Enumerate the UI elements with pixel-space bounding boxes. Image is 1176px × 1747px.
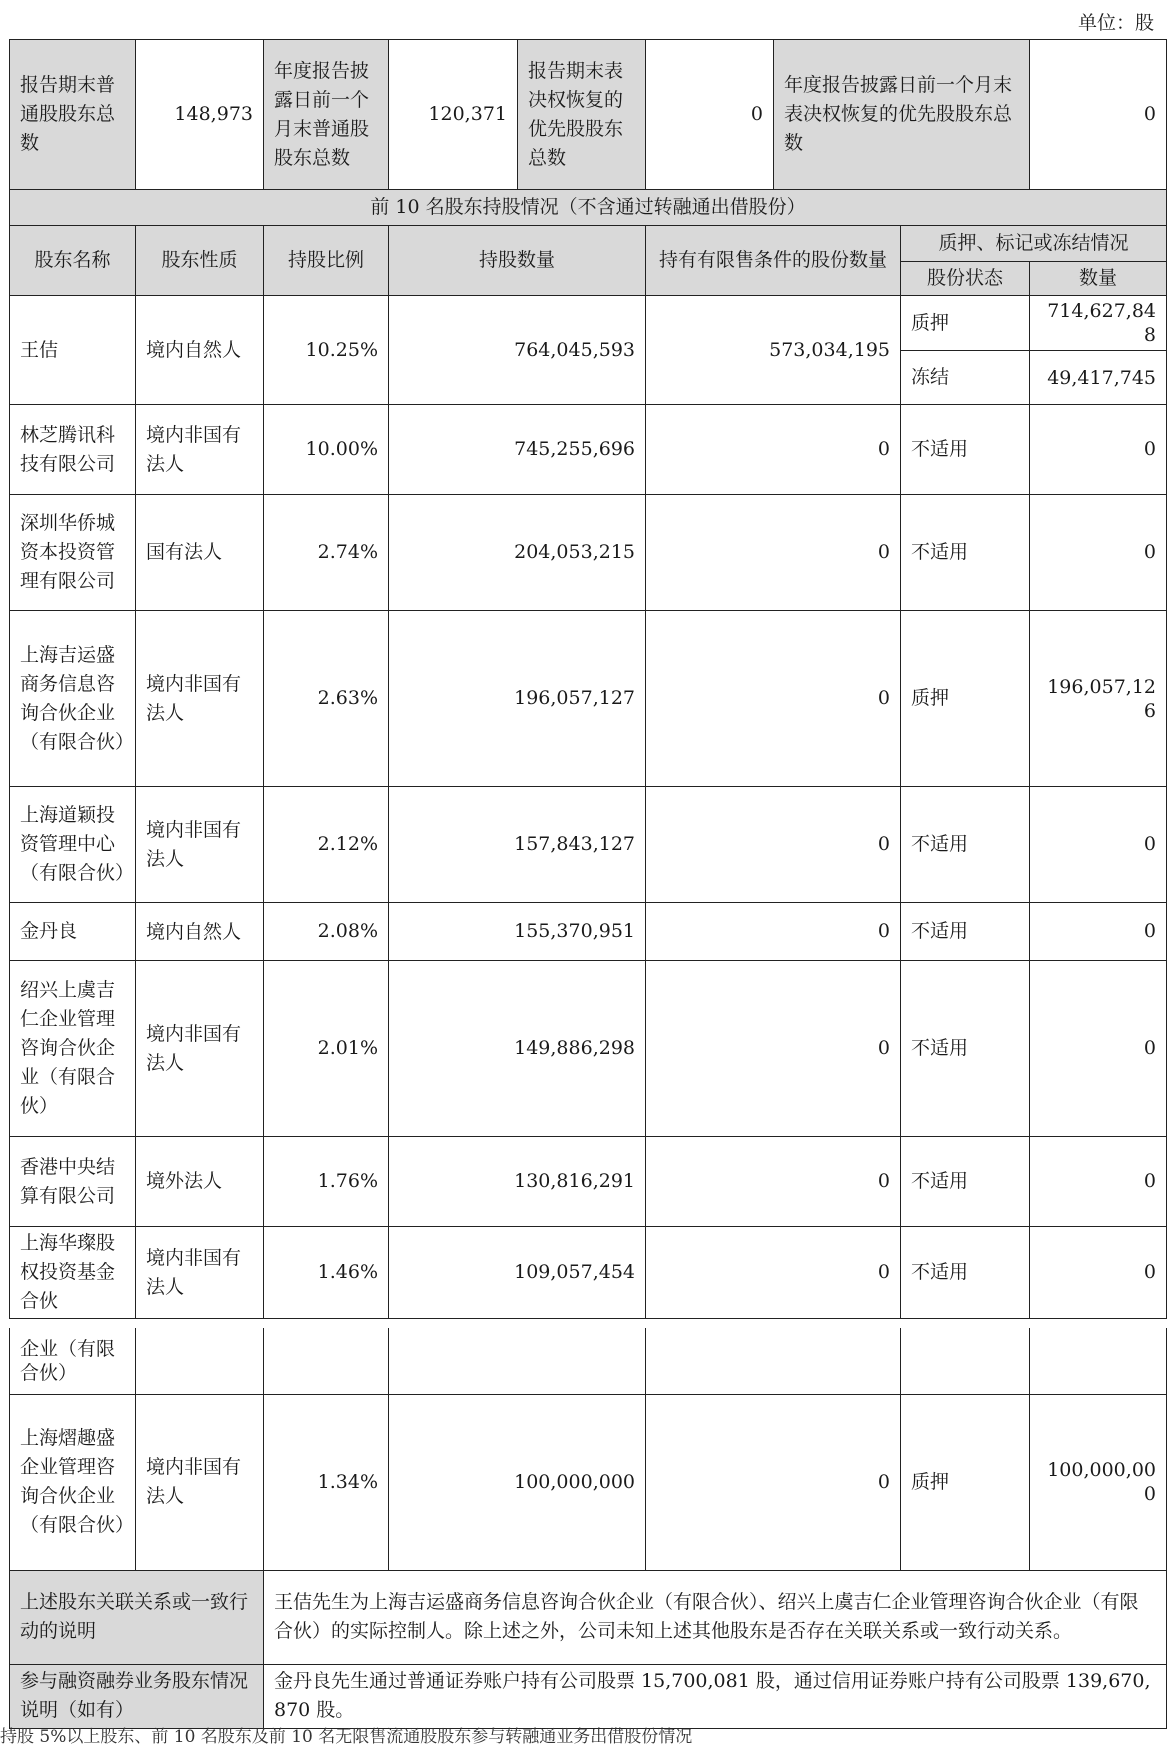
- shareholder-ratio: 10.25%: [264, 296, 389, 405]
- shareholder-status: 不适用: [901, 1227, 1030, 1319]
- header-pledge-group: 质押、标记或冻结情况: [901, 226, 1167, 262]
- shareholder-restricted: 0: [646, 787, 901, 903]
- shareholder-count: 155,370,951: [389, 903, 646, 961]
- shareholder-restricted: 0: [646, 405, 901, 495]
- shareholder-status: 不适用: [901, 495, 1030, 611]
- summary-label-4: 年度报告披露日前一个月末表决权恢复的优先股股东总数: [774, 40, 1030, 190]
- shareholder-qty: 49,417,745: [1030, 351, 1167, 405]
- shareholder-name: 上海道颖投资管理中心（有限合伙）: [10, 787, 136, 903]
- shareholder-name: 绍兴上虞吉仁企业管理咨询合伙企业（有限合伙）: [10, 961, 136, 1137]
- shareholder-count: 109,057,454: [389, 1227, 646, 1319]
- shareholder-nature: 境内非国有法人: [136, 1394, 264, 1570]
- shareholder-count: 157,843,127: [389, 787, 646, 903]
- shareholder-ratio: 10.00%: [264, 405, 389, 495]
- shareholder-restricted: 0: [646, 961, 901, 1137]
- header-qty: 数量: [1030, 262, 1167, 296]
- summary-label-3: 报告期末表决权恢复的优先股股东总数: [518, 40, 646, 190]
- table-row: [10, 787, 1167, 903]
- shareholder-nature: 国有法人: [136, 495, 264, 611]
- shareholder-restricted: 0: [646, 903, 901, 961]
- table-row-continued: [10, 1328, 1167, 1394]
- shareholder-ratio: 2.63%: [264, 611, 389, 787]
- shareholder-count: 149,886,298: [389, 961, 646, 1137]
- margin-label: 参与融资融券业务股东情况说明（如有）: [10, 1664, 264, 1728]
- shareholder-qty: 0: [1030, 495, 1167, 611]
- shareholder-ratio: 2.74%: [264, 495, 389, 611]
- shareholder-status: 不适用: [901, 961, 1030, 1137]
- shareholder-qty: 0: [1030, 405, 1167, 495]
- shareholder-ratio: 1.46%: [264, 1227, 389, 1319]
- shareholder-table-continued: [9, 1328, 1167, 1729]
- shareholder-name: 上海华璨股权投资基金合伙: [10, 1227, 136, 1319]
- shareholder-nature: 境内非国有法人: [136, 611, 264, 787]
- shareholder-qty: 196,057,126: [1030, 611, 1167, 787]
- shareholder-qty: 0: [1030, 903, 1167, 961]
- summary-label-2: 年度报告披露日前一个月末普通股股东总数: [264, 40, 389, 190]
- table-row: [10, 1227, 1167, 1319]
- table-row: [10, 1137, 1167, 1227]
- table-row: [10, 1394, 1167, 1570]
- shareholder-status: 冻结: [901, 351, 1030, 405]
- shareholder-count: 764,045,593: [389, 296, 646, 405]
- shareholder-nature: 境内非国有法人: [136, 405, 264, 495]
- header-nature: 股东性质: [136, 226, 264, 296]
- shareholder-nature: 境内非国有法人: [136, 961, 264, 1137]
- shareholder-count: 196,057,127: [389, 611, 646, 787]
- summary-label-1: 报告期末普通股股东总数: [10, 40, 136, 190]
- shareholder-count: 100,000,000: [389, 1394, 646, 1570]
- margin-text: 金丹良先生通过普通证券账户持有公司股票 15,700,081 股，通过信用证券账户持有公司股票 139,670,870 股。: [264, 1664, 1167, 1728]
- shareholder-ratio: 2.12%: [264, 787, 389, 903]
- shareholder-restricted: 0: [646, 611, 901, 787]
- summary-row: [10, 40, 1167, 190]
- summary-value-3: 0: [646, 40, 774, 190]
- shareholder-restricted: 0: [646, 1394, 901, 1570]
- empty-cell: [136, 1328, 264, 1394]
- shareholder-ratio: 2.01%: [264, 961, 389, 1137]
- relation-text: 王佶先生为上海吉运盛商务信息咨询合伙企业（有限合伙）、绍兴上虞吉仁企业管理咨询合伙企业（有限合伙）的实际控制人。除上述之外，公司未知上述其他股东是否存在关联关系或一致行动关系。: [264, 1570, 1167, 1664]
- shareholder-qty: 714,627,848: [1030, 296, 1167, 351]
- shareholder-nature: 境内自然人: [136, 903, 264, 961]
- shareholder-nature: 境外法人: [136, 1137, 264, 1227]
- shareholder-status: 不适用: [901, 405, 1030, 495]
- summary-value-1: 148,973: [136, 40, 264, 190]
- unit-label: 单位：股: [1077, 12, 1154, 34]
- relation-row: [10, 1570, 1167, 1664]
- shareholder-name: 香港中央结算有限公司: [10, 1137, 136, 1227]
- summary-value-4: 0: [1030, 40, 1167, 190]
- shareholder-count: 204,053,215: [389, 495, 646, 611]
- table-row: [10, 903, 1167, 961]
- header-ratio: 持股比例: [264, 226, 389, 296]
- table-row: [10, 961, 1167, 1137]
- shareholder-nature: 境内非国有法人: [136, 1227, 264, 1319]
- shareholder-qty: 0: [1030, 787, 1167, 903]
- table-row: [10, 296, 1167, 351]
- shareholder-count: 745,255,696: [389, 405, 646, 495]
- table-row: [10, 405, 1167, 495]
- empty-cell: [264, 1328, 389, 1394]
- shareholder-table: [9, 39, 1167, 1319]
- empty-cell: [389, 1328, 646, 1394]
- section-title: 前 10 名股东持股情况（不含通过转融通出借股份）: [10, 190, 1167, 226]
- shareholder-name: 金丹良: [10, 903, 136, 961]
- shareholder-count: 130,816,291: [389, 1137, 646, 1227]
- shareholder-restricted: 0: [646, 495, 901, 611]
- header-status: 股份状态: [901, 262, 1030, 296]
- shareholder-status: 不适用: [901, 1137, 1030, 1227]
- shareholder-status: 质押: [901, 1394, 1030, 1570]
- shareholder-restricted: 573,034,195: [646, 296, 901, 405]
- footer-heading: 持股 5%以上股东、前 10 名股东及前 10 名无限售流通股股东参与转融通业务出借股份情况: [0, 1727, 693, 1747]
- shareholder-restricted: 0: [646, 1137, 901, 1227]
- empty-cell: [901, 1328, 1030, 1394]
- shareholder-nature: 境内自然人: [136, 296, 264, 405]
- shareholder-nature: 境内非国有法人: [136, 787, 264, 903]
- shareholder-ratio: 1.34%: [264, 1394, 389, 1570]
- shareholder-qty: 0: [1030, 1137, 1167, 1227]
- shareholder-name: 深圳华侨城资本投资管理有限公司: [10, 495, 136, 611]
- table-row: [10, 611, 1167, 787]
- shareholder-ratio: 2.08%: [264, 903, 389, 961]
- table-row: [10, 495, 1167, 611]
- shareholder-restricted: 0: [646, 1227, 901, 1319]
- header-count: 持股数量: [389, 226, 646, 296]
- header-name: 股东名称: [10, 226, 136, 296]
- shareholder-status: 质押: [901, 296, 1030, 351]
- shareholder-name: 上海熠趣盛企业管理咨询合伙企业（有限合伙）: [10, 1394, 136, 1570]
- shareholder-status: 质押: [901, 611, 1030, 787]
- header-restricted: 持有有限售条件的股份数量: [646, 226, 901, 296]
- shareholder-name: 上海吉运盛商务信息咨询合伙企业（有限合伙）: [10, 611, 136, 787]
- empty-cell: [646, 1328, 901, 1394]
- summary-value-2: 120,371: [389, 40, 518, 190]
- shareholder-qty: 100,000,000: [1030, 1394, 1167, 1570]
- margin-row: [10, 1664, 1167, 1728]
- relation-label: 上述股东关联关系或一致行动的说明: [10, 1570, 264, 1664]
- shareholder-name-continued: 企业（有限合伙）: [10, 1328, 136, 1394]
- shareholder-qty: 0: [1030, 1227, 1167, 1319]
- shareholder-status: 不适用: [901, 903, 1030, 961]
- empty-cell: [1030, 1328, 1167, 1394]
- shareholder-qty: 0: [1030, 961, 1167, 1137]
- shareholder-name: 王佶: [10, 296, 136, 405]
- shareholder-name: 林芝腾讯科技有限公司: [10, 405, 136, 495]
- shareholder-ratio: 1.76%: [264, 1137, 389, 1227]
- shareholder-status: 不适用: [901, 787, 1030, 903]
